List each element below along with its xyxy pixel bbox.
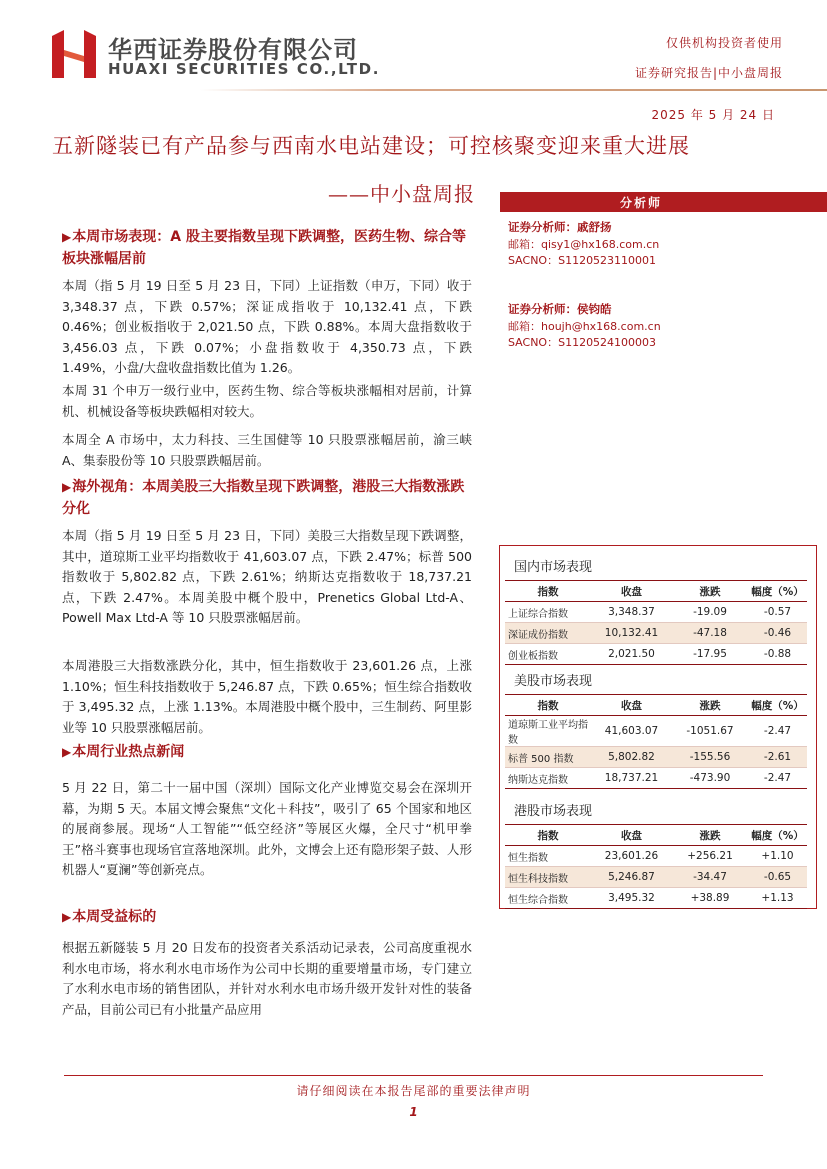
paragraph: 本周（指 5 月 19 日至 5 月 23 日，下同）美股三大指数呈现下跌调整，其中，道琼斯工业平均指数收于 41,603.07 点，下跌 2.47%；标普 500 指数收于 5,802.82 点，下跌 2.61%；纳斯达克指数收于 18,737.21 点，下跌 2.47%。本周美股中概个股中，Prenetics Global Ltd-A、Powell Max Ltd-A 等 10 只股票涨幅居前。	[62, 528, 472, 625]
index-name: 创业板指数	[505, 644, 591, 665]
index-name: 恒生指数	[505, 846, 591, 867]
index-name: 上证综合指数	[505, 602, 591, 623]
company-logo-icon	[52, 30, 96, 78]
column-header: 指数	[505, 825, 591, 846]
index-close: 10,132.41	[591, 623, 672, 644]
analyst-email[interactable]: 邮箱：qisy1@hx168.com.cn	[508, 238, 660, 251]
analyst-sacno: SACNO：S1120523110001	[508, 254, 657, 267]
index-name: 标普 500 指数	[505, 747, 591, 768]
market-table-title: 美股市场表现	[514, 674, 593, 689]
column-header: 收盘	[591, 581, 672, 602]
index-change: -19.09	[672, 602, 748, 623]
report-subtitle: ——中小盘周报	[328, 182, 475, 206]
section-heading-overseas: ▶海外视角：本周美股三大指数呈现下跌调整，港股三大指数涨跌分化	[62, 479, 465, 517]
index-pct: -2.47	[748, 768, 807, 789]
hk-market-table	[505, 824, 807, 909]
column-header: 指数	[505, 695, 591, 716]
analyst-name: 证券分析师：侯钧皓	[508, 302, 612, 316]
index-close: 3,348.37	[591, 602, 672, 623]
paragraph: 本周全 A 市场中，太力科技、三生国健等 10 只股票涨幅居前，渝三峡 A、集泰股份等 10 只股票跌幅居前。	[62, 432, 472, 468]
column-header: 收盘	[591, 825, 672, 846]
footer-divider	[64, 1075, 763, 1076]
index-pct: +1.13	[748, 888, 807, 909]
paragraph: 本周港股三大指数涨跌分化，其中，恒生指数收于 23,601.26 点，上涨 1.10%；恒生科技指数收于 5,246.87 点，下跌 0.65%；恒生综合指数收于 3,495.32 点，上涨 1.13%。本周港股中概个股中，三生制药、阿里影业等 10 只股票涨幅居前。	[62, 658, 472, 735]
report-date: 2025 年 5 月 24 日	[651, 108, 775, 122]
arrow-icon: ▶	[62, 480, 72, 494]
index-name: 恒生科技指数	[505, 867, 591, 888]
index-close: 41,603.07	[591, 716, 672, 747]
analyst-name: 证券分析师：戚舒扬	[508, 220, 612, 234]
column-header: 幅度（%）	[748, 581, 807, 602]
index-pct: -2.61	[748, 747, 807, 768]
table-row	[505, 644, 807, 665]
page-number: 1	[409, 1105, 418, 1119]
arrow-icon: ▶	[62, 745, 72, 759]
audience-notice: 仅供机构投资者使用	[665, 36, 783, 50]
paragraph: 根据五新隧装 5 月 20 日发布的投资者关系活动记录表，公司高度重视水利水电市场，将水利水电市场作为公司中长期的重要增量市场，专门建立了水利水电市场的销售团队，并针对水利水电市场升级开发针对性的装备产品，目前公司已有小批量产品应用	[62, 940, 472, 1017]
column-header: 涨跌	[672, 825, 748, 846]
index-pct: -0.65	[748, 867, 807, 888]
table-row	[505, 768, 807, 789]
index-name: 深证成份指数	[505, 623, 591, 644]
header-divider	[200, 89, 827, 91]
report-type: 证券研究报告|中小盘周报	[634, 66, 783, 80]
column-header: 涨跌	[672, 581, 748, 602]
index-pct: -0.88	[748, 644, 807, 665]
index-change: -1051.67	[672, 716, 748, 747]
index-change: -155.56	[672, 747, 748, 768]
report-title: 五新隧装已有产品参与西南水电站建设；可控核聚变迎来重大进展	[52, 134, 690, 158]
column-header: 收盘	[591, 695, 672, 716]
paragraph: 5 月 22 日，第二十一届中国（深圳）国际文化产业博览交易会在深圳开幕，为期 5 天。本届文博会聚焦“文化＋科技”，吸引了 65 个国家和地区的展商参展。现场“人工智能”“低空经济”等展区火爆，全尺寸“机甲拳王”格斗赛事也现场官宣落地深圳。此外，文博会上还有隐形架子鼓、人形机器人“夏澜”等创新亮点。	[62, 780, 472, 877]
table-row	[505, 623, 807, 644]
index-change: -17.95	[672, 644, 748, 665]
index-change: +38.89	[672, 888, 748, 909]
us-market-table	[505, 694, 807, 789]
column-header: 指数	[505, 581, 591, 602]
column-header: 幅度（%）	[748, 825, 807, 846]
index-close: 5,246.87	[591, 867, 672, 888]
index-close: 5,802.82	[591, 747, 672, 768]
table-row	[505, 716, 807, 747]
company-name-cn: 华西证券股份有限公司	[108, 36, 358, 64]
analyst-email[interactable]: 邮箱：houjh@hx168.com.cn	[508, 320, 661, 333]
index-name: 恒生综合指数	[505, 888, 591, 909]
paragraph: 本周（指 5 月 19 日至 5 月 23 日，下同）上证指数（申万，下同）收于 3,348.37 点，下跌 0.57%；深证成指收于 10,132.41 点，下跌 0.46%；创业板指收于 2,021.50 点，下跌 0.88%。本周大盘指数收于 3,456.03 点，下跌 0.07%；小盘指数收于 4,350.73 点，下跌 1.49%，小盘/大盘收盘指数比值为 1.26。	[62, 278, 472, 375]
arrow-icon: ▶	[62, 230, 72, 244]
column-header: 涨跌	[672, 695, 748, 716]
arrow-icon: ▶	[62, 910, 72, 924]
index-pct: -0.57	[748, 602, 807, 623]
analyst-sacno: SACNO：S1120524100003	[508, 336, 657, 349]
index-pct: -0.46	[748, 623, 807, 644]
table-row	[505, 747, 807, 768]
table-row	[505, 602, 807, 623]
index-pct: +1.10	[748, 846, 807, 867]
table-row	[505, 888, 807, 909]
index-name: 纳斯达克指数	[505, 768, 591, 789]
analyst-header-bar	[500, 192, 827, 212]
analyst-header-label: 分析师	[620, 196, 663, 210]
section-heading-beneficiary: ▶本周受益标的	[62, 909, 157, 925]
section-heading-news: ▶本周行业热点新闻	[62, 744, 185, 760]
index-change: -47.18	[672, 623, 748, 644]
legal-notice: 请仔细阅读在本报告尾部的重要法律声明	[296, 1084, 531, 1098]
paragraph: 本周 31 个申万一级行业中，医药生物、综合等板块涨幅相对居前，计算机、机械设备等板块跌幅相对较大。	[62, 383, 472, 419]
index-close: 23,601.26	[591, 846, 672, 867]
index-change: +256.21	[672, 846, 748, 867]
index-change: -34.47	[672, 867, 748, 888]
table-row	[505, 846, 807, 867]
index-pct: -2.47	[748, 716, 807, 747]
index-close: 18,737.21	[591, 768, 672, 789]
index-close: 3,495.32	[591, 888, 672, 909]
domestic-market-table	[505, 580, 807, 665]
market-table-title: 国内市场表现	[514, 560, 593, 575]
index-change: -473.90	[672, 768, 748, 789]
section-heading-market: ▶本周市场表现：A 股主要指数呈现下跌调整，医药生物、综合等板块涨幅居前	[62, 229, 466, 267]
column-header: 幅度（%）	[748, 695, 807, 716]
market-table-title: 港股市场表现	[514, 804, 593, 819]
company-name-en: HUAXI SECURITIES CO.,LTD.	[108, 60, 380, 78]
index-close: 2,021.50	[591, 644, 672, 665]
table-row	[505, 867, 807, 888]
index-name: 道琼斯工业平均指数	[505, 716, 591, 747]
